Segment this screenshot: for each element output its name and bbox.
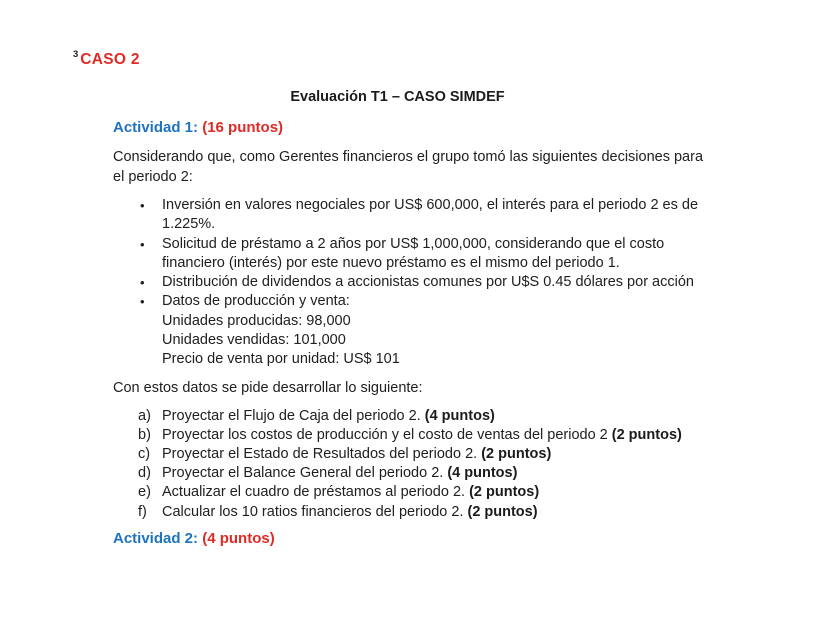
activity1-heading [113, 119, 718, 137]
bullet-text: Distribución de dividendos a accionistas comunes por U$S 0.45 dólares por acción [162, 274, 694, 291]
activity2-label: Actividad 2: [113, 529, 199, 547]
tasks-lettered-list [113, 407, 718, 522]
request-paragraph: Con estos datos se pide desarrollar lo siguiente: [113, 379, 423, 396]
task-text: Proyectar el Balance General del periodo 2. [162, 465, 444, 482]
task-points: (2 puntos) [469, 484, 540, 501]
task-letter: f) [138, 503, 147, 520]
intro-paragraph: Considerando que, como Gerentes financieros el grupo tomó las siguientes decisiones para el periodo 2: [113, 149, 704, 185]
bullet-marker: • [140, 275, 145, 291]
bullet-subline: Unidades vendidas: 101,000 [162, 332, 346, 349]
document-title: Evaluación T1 – CASO SIMDEF [290, 89, 505, 105]
activity2-heading [113, 530, 718, 548]
footnote-reference: 3 [73, 49, 79, 60]
case-title: CASO 2 [80, 51, 140, 68]
task-letter: d) [138, 465, 151, 482]
task-letter: a) [138, 407, 151, 424]
list-item [113, 445, 718, 464]
bullet-marker: • [140, 198, 145, 213]
task-text: Actualizar el cuadro de préstamos al periodo 2. [162, 484, 466, 501]
bullet-subline: Precio de venta por unidad: US$ 101 [162, 351, 400, 368]
bullet-marker: • [140, 236, 145, 252]
list-item [113, 503, 718, 522]
activity2-points: (4 puntos) [202, 529, 275, 547]
task-points: (2 puntos) [481, 446, 552, 463]
list-item [113, 464, 718, 483]
list-item [113, 273, 718, 292]
task-letter: e) [138, 484, 151, 501]
task-points: (2 puntos) [611, 426, 682, 443]
bullet-text: Inversión en valores negociales por US$ 600,000, el interés para el periodo 2 es de 1.225%. [162, 197, 699, 233]
list-item [113, 426, 718, 445]
decisions-bullet-list [113, 196, 718, 370]
task-text: Proyectar el Estado de Resultados del periodo 2. [162, 446, 478, 463]
bullet-marker: • [140, 294, 145, 310]
task-letter: b) [138, 426, 151, 443]
bullet-text: Datos de producción y venta: [162, 293, 350, 310]
list-item [113, 196, 718, 235]
list-item [113, 407, 718, 426]
activity1-label: Actividad 1: [113, 119, 199, 136]
task-text: Proyectar los costos de producción y el costo de ventas del periodo 2 [162, 426, 608, 443]
task-letter: c) [138, 446, 151, 463]
list-item [113, 235, 718, 274]
task-text: Calcular los 10 ratios financieros del periodo 2. [162, 503, 464, 520]
list-item [113, 292, 718, 369]
bullet-subline: Unidades producidas: 98,000 [162, 312, 351, 329]
bullet-text: Solicitud de préstamo a 2 años por US$ 1,000,000, considerando que el costo financiero (interés) por este nuevo préstamo es el mismo del periodo 1. [162, 235, 665, 271]
task-points: (4 puntos) [424, 407, 495, 424]
task-points: (4 puntos) [447, 465, 518, 482]
task-points: (2 puntos) [467, 503, 538, 520]
activity1-points: (16 puntos) [202, 119, 284, 136]
task-text: Proyectar el Flujo de Caja del periodo 2. [162, 407, 421, 424]
case-heading [73, 50, 718, 72]
list-item [113, 483, 718, 502]
